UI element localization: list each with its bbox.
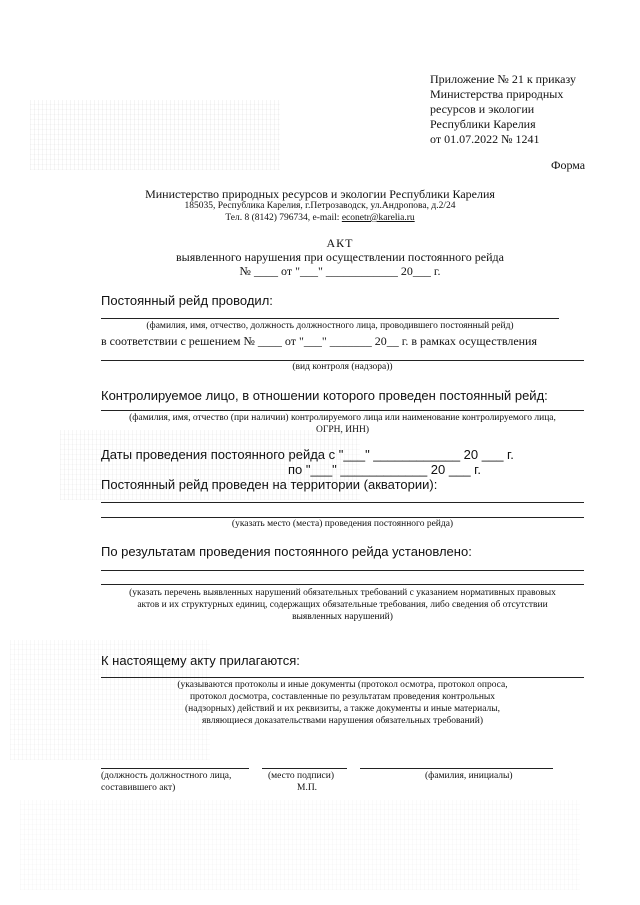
controlled-label: Контролируемое лицо, в отношении которого проведен постоянный рейд: <box>101 388 548 403</box>
attached-hint: являющиеся доказательствами нарушения обязательных требований) <box>201 716 483 726</box>
ministry-contacts <box>0 213 640 223</box>
controlled-hint: ОГРН, ИНН) <box>316 425 369 435</box>
email-link[interactable]: econetr@karelia.ru <box>341 213 415 223</box>
stamp-label: М.П. <box>297 783 318 793</box>
signature-place-line <box>262 768 347 769</box>
decision-text: в соответствии с решением № ____ от "___" _______ 20__ г. в рамках осуществления <box>101 334 538 348</box>
conducted-label: Постоянный рейд проводил: <box>101 293 273 308</box>
scan-noise <box>20 800 580 890</box>
signature-place-hint: (место подписи) <box>268 771 335 781</box>
signature-position-hint: составившего акт) <box>101 783 176 793</box>
territory-label: Постоянный рейд проведен на территории (акватории): <box>101 477 438 492</box>
signature-name-hint: (фамилия, инициалы) <box>425 771 513 781</box>
attached-hint: (надзорных) действий и их реквизиты, а также документы и иные материалы, <box>185 704 500 714</box>
ministry-address: 185035, Республика Карелия, г.Петрозаводск, ул.Андропова, д.2/24 <box>184 201 456 211</box>
contacts-text: Тел. 8 (8142) 796734, e-mail: <box>225 213 342 223</box>
appendix-line: Республики Карелия <box>430 117 536 131</box>
results-field-line <box>101 584 584 585</box>
scan-noise <box>30 100 280 170</box>
attached-hint: (указываются протоколы и иные документы (протокол осмотра, протокол опроса, <box>177 680 508 690</box>
signature-name-line <box>360 768 553 769</box>
dates-from: Даты проведения постоянного рейда с "___" ____________ 20 ___ г. <box>101 447 514 462</box>
conducted-field-line <box>101 318 559 319</box>
decision-hint: (вид контроля (надзора)) <box>292 362 393 372</box>
controlled-hint: (фамилия, имя, отчество (при наличии) контролируемого лица или наименование контролируемого лица, <box>129 413 556 423</box>
results-field-line <box>101 570 584 571</box>
dates-to: по "___" ____________ 20 ___ г. <box>288 462 481 477</box>
decision-field-line <box>101 360 584 361</box>
attached-hint: протокол досмотра, составленные по результатам проведения контрольных <box>189 692 496 702</box>
results-hint: (указать перечень выявленных нарушений обязательных требований с указанием нормативных правовых <box>129 588 556 598</box>
attached-label: К настоящему акту прилагаются: <box>101 653 300 668</box>
territory-field-line <box>101 502 584 503</box>
signature-position-hint: (должность должностного лица, <box>101 771 232 781</box>
controlled-field-line <box>101 410 584 411</box>
act-title: АКТ <box>326 236 354 250</box>
form-label: Форма <box>551 158 586 172</box>
results-hint: выявленных нарушений) <box>292 612 393 622</box>
appendix-line: ресурсов и экологии <box>430 102 535 116</box>
act-number-line: № ____ от "___" ____________ 20___ г. <box>239 264 441 278</box>
territory-field-line <box>101 517 584 518</box>
signature-position-line <box>101 768 249 769</box>
results-hint: актов и их структурных единиц, содержащих обязательные требования, либо сведения об отсутствии <box>137 600 548 610</box>
results-label: По результатам проведения постоянного рейда установлено: <box>101 544 472 559</box>
act-subtitle: выявленного нарушения при осуществлении постоянного рейда <box>176 250 504 264</box>
appendix-line: Министерства природных <box>430 87 564 101</box>
appendix-line: от 01.07.2022 № 1241 <box>430 132 540 146</box>
territory-hint: (указать место (места) проведения постоянного рейда) <box>231 519 454 529</box>
attached-field-line <box>101 677 584 678</box>
conducted-hint: (фамилия, имя, отчество, должность должностного лица, проводившего постоянный рейд) <box>146 321 514 331</box>
appendix-line: Приложение № 21 к приказу <box>430 72 576 86</box>
ministry-name: Министерство природных ресурсов и экологии Республики Карелия <box>145 187 495 201</box>
